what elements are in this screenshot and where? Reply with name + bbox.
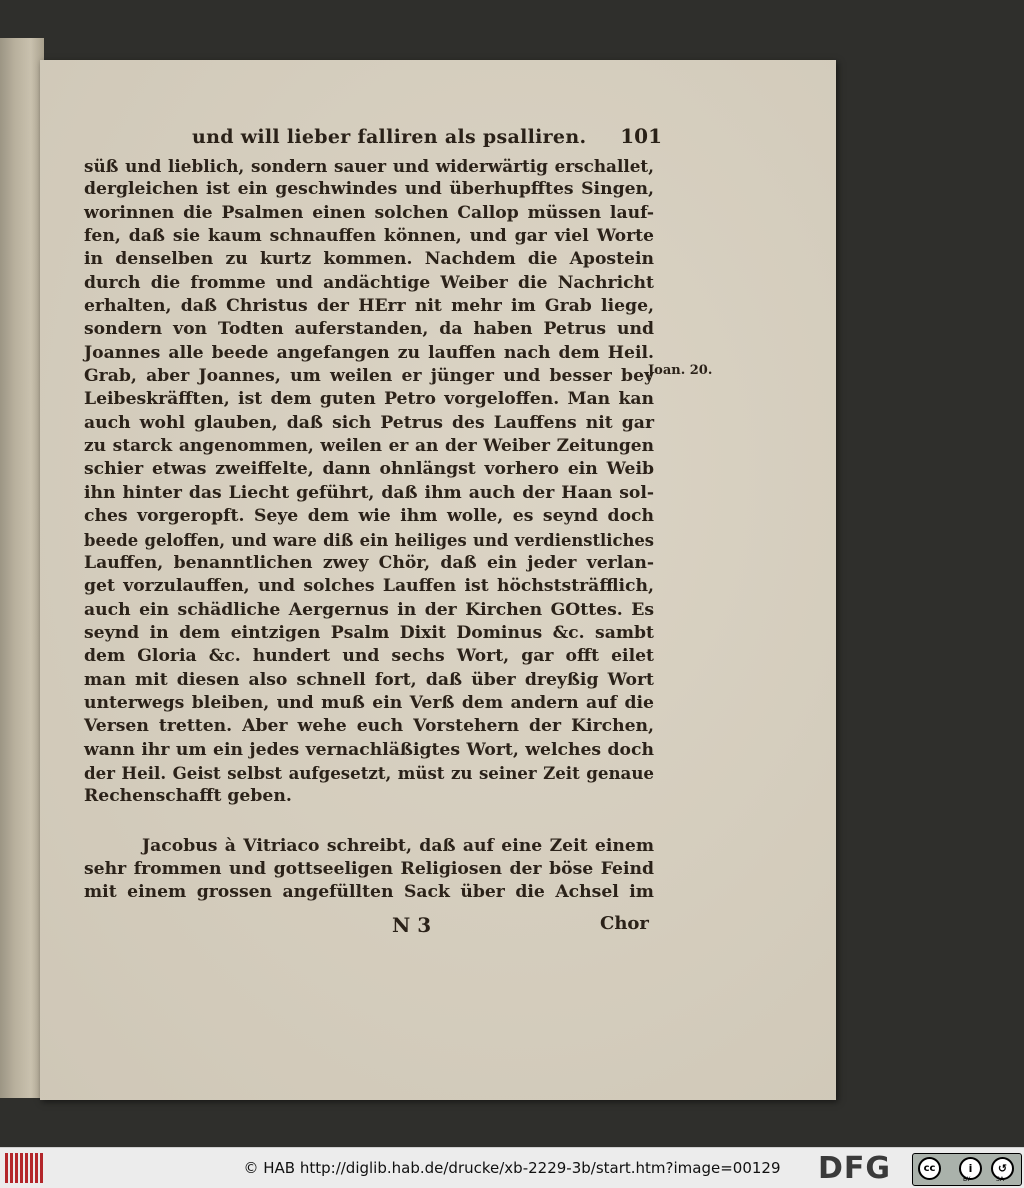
text-line: zu starck angenommen, weilen er an der Weiber Zeitungen: [84, 436, 654, 457]
text-line: auch ein schädliche Aergernus in der Kirchen GOttes. Es: [84, 599, 654, 620]
page-number: 101: [620, 124, 662, 148]
dfg-logo[interactable]: DFG: [818, 1151, 892, 1186]
copyright-link[interactable]: © HAB http://diglib.hab.de/drucke/xb-2229-3b/start.htm?image=00129: [243, 1159, 781, 1177]
text-line: Rechenschafft geben.: [84, 786, 292, 807]
text-line: Lauffen, benanntlichen zwey Chör, daß ein jeder verlan-: [84, 552, 654, 573]
text-line: Joannes alle beede angefangen zu lauffen nach dem Heil.: [84, 342, 654, 363]
text-line: Versen tretten. Aber wehe euch Vorstehern der Kirchen,: [84, 716, 654, 737]
running-head: und will lieber falliren als psalliren.: [192, 126, 587, 148]
cc-icon: cc: [918, 1157, 941, 1180]
text-line: sehr frommen und gottseeligen Religiosen der böse Feind: [84, 858, 654, 879]
text-line: unterwegs bleiben, und muß ein Verß dem andern auf die: [84, 692, 654, 713]
text-line: mit einem grossen angefüllten Sack über die Achsel im: [84, 882, 654, 903]
text-line: fen, daß sie kaum schnauffen können, und gar viel Worte: [84, 226, 654, 247]
sa-icon: ↺: [991, 1157, 1014, 1180]
text-line: auch wohl glauben, daß sich Petrus des Lauffens nit gar: [84, 412, 654, 433]
previous-leaf-edge: [0, 38, 44, 1098]
text-line: beede geloffen, und ware diß ein heiliges und verdienstliches: [84, 530, 654, 550]
text-line: ihn hinter das Liecht geführt, daß ihm auch der Haan sol-: [84, 482, 654, 503]
paragraph-gap: [84, 809, 654, 835]
text-line: süß und lieblich, sondern sauer und widerwärtig erschallet,: [84, 156, 654, 176]
by-icon: i: [959, 1157, 982, 1180]
text-line: worinnen die Psalmen einen solchen Callop müssen lauf-: [84, 202, 654, 223]
text-line: dergleichen ist ein geschwindes und überhupfftes Singen,: [84, 179, 654, 200]
text-line: der Heil. Geist selbst aufgesetzt, müst zu seiner Zeit genaue: [84, 762, 654, 783]
text-line: dem Gloria &c. hundert und sechs Wort, gar offt eilet: [84, 646, 654, 667]
text-line: get vorzulauffen, und solches Lauffen ist höchststräfflich,: [84, 576, 654, 597]
book-page: [40, 60, 836, 1100]
hab-logo-icon[interactable]: [5, 1153, 47, 1183]
catchword: Chor: [600, 913, 649, 934]
text-line: durch die fromme und andächtige Weiber die Nachricht: [84, 272, 654, 293]
text-line: in denselben zu kurtz kommen. Nachdem die Apostein: [84, 249, 654, 270]
text-line: Grab, aber Joannes, um weilen er jünger und besser bey: [84, 366, 654, 387]
body-text: [84, 155, 654, 905]
text-line: seynd in dem eintzigen Psalm Dixit Dominus &c. sambt: [84, 622, 654, 643]
text-line: ches vorgeropft. Seye dem wie ihm wolle, es seynd doch: [84, 506, 654, 527]
cc-license-badge[interactable]: [912, 1153, 1022, 1186]
signature-mark: N 3: [392, 913, 432, 937]
text-line: man mit diesen also schnell fort, daß über dreyßig Wort: [84, 669, 654, 690]
footer-bar: [0, 1147, 1024, 1188]
text-line: Leibeskräfften, ist dem guten Petro vorgeloffen. Man kan: [84, 389, 654, 410]
text-line: wann ihr um ein jedes vernachläßigtes Wort, welches doch: [84, 739, 654, 760]
license-tag-by: BY: [963, 1176, 971, 1183]
text-line: sondern von Todten auferstanden, da haben Petrus und: [84, 319, 654, 340]
license-tag-sa: SA: [996, 1176, 1005, 1183]
text-line: erhalten, daß Christus der HErr nit mehr im Grab liege,: [84, 296, 654, 317]
text-line: Jacobus à Vitriaco schreibt, daß auf eine Zeit einem: [142, 835, 654, 856]
margin-note: Joan. 20.: [648, 363, 713, 378]
text-line: schier etwas zweiffelte, dann ohnlängst vorhero ein Weib: [84, 459, 654, 480]
page-header: [192, 126, 662, 152]
